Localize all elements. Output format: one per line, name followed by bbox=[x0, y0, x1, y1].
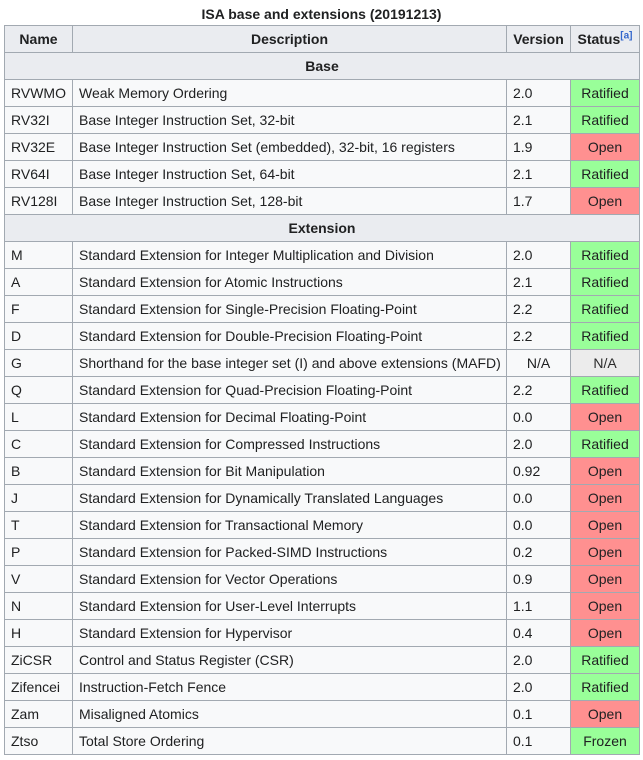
cell-description: Standard Extension for Single-Precision Floating-Point bbox=[73, 296, 507, 323]
cell-version: 2.2 bbox=[507, 296, 571, 323]
cell-name: RV32E bbox=[5, 134, 73, 161]
cell-description: Misaligned Atomics bbox=[73, 701, 507, 728]
table-row bbox=[5, 107, 640, 134]
cell-version: 2.2 bbox=[507, 323, 571, 350]
cell-description: Standard Extension for Quad-Precision Floating-Point bbox=[73, 377, 507, 404]
cell-description: Instruction-Fetch Fence bbox=[73, 674, 507, 701]
table-row bbox=[5, 269, 640, 296]
cell-version: 0.9 bbox=[507, 566, 571, 593]
cell-description: Standard Extension for Bit Manipulation bbox=[73, 458, 507, 485]
cell-status: Open bbox=[571, 620, 640, 647]
cell-version: 2.2 bbox=[507, 377, 571, 404]
table-row bbox=[5, 431, 640, 458]
cell-name: C bbox=[5, 431, 73, 458]
table-row bbox=[5, 674, 640, 701]
cell-status: Ratified bbox=[571, 296, 640, 323]
header-status bbox=[571, 26, 640, 53]
cell-name: G bbox=[5, 350, 73, 377]
cell-name: Zifencei bbox=[5, 674, 73, 701]
cell-version: 1.1 bbox=[507, 593, 571, 620]
table-row bbox=[5, 566, 640, 593]
cell-description: Base Integer Instruction Set, 128-bit bbox=[73, 188, 507, 215]
cell-status: Open bbox=[571, 593, 640, 620]
table-row bbox=[5, 404, 640, 431]
table-row bbox=[5, 377, 640, 404]
cell-status: Open bbox=[571, 404, 640, 431]
cell-description: Shorthand for the base integer set (I) and above extensions (MAFD) bbox=[73, 350, 507, 377]
cell-version: 0.4 bbox=[507, 620, 571, 647]
cell-description: Base Integer Instruction Set (embedded), 32-bit, 16 registers bbox=[73, 134, 507, 161]
cell-version: 0.92 bbox=[507, 458, 571, 485]
cell-description: Standard Extension for Dynamically Translated Languages bbox=[73, 485, 507, 512]
cell-description: Base Integer Instruction Set, 64-bit bbox=[73, 161, 507, 188]
cell-version: 1.9 bbox=[507, 134, 571, 161]
cell-name: Zam bbox=[5, 701, 73, 728]
cell-version: 2.0 bbox=[507, 80, 571, 107]
cell-description: Weak Memory Ordering bbox=[73, 80, 507, 107]
cell-status: Frozen bbox=[571, 728, 640, 755]
cell-description: Standard Extension for Integer Multiplication and Division bbox=[73, 242, 507, 269]
cell-version: 0.0 bbox=[507, 404, 571, 431]
cell-name: H bbox=[5, 620, 73, 647]
cell-name: B bbox=[5, 458, 73, 485]
group-label: Extension bbox=[5, 215, 640, 242]
cell-description: Standard Extension for Hypervisor bbox=[73, 620, 507, 647]
group-row bbox=[5, 215, 640, 242]
cell-description: Standard Extension for Decimal Floating-Point bbox=[73, 404, 507, 431]
cell-description: Standard Extension for Atomic Instructions bbox=[73, 269, 507, 296]
table-row bbox=[5, 647, 640, 674]
cell-status: Open bbox=[571, 539, 640, 566]
cell-status: Ratified bbox=[571, 242, 640, 269]
cell-version: 2.0 bbox=[507, 647, 571, 674]
table-row bbox=[5, 350, 640, 377]
status-footnote-link[interactable]: [a] bbox=[620, 30, 633, 42]
cell-version: 0.0 bbox=[507, 512, 571, 539]
cell-description: Standard Extension for User-Level Interrupts bbox=[73, 593, 507, 620]
cell-version: N/A bbox=[507, 350, 571, 377]
table-row bbox=[5, 134, 640, 161]
cell-status: N/A bbox=[571, 350, 640, 377]
table-caption: ISA base and extensions (20191213) bbox=[201, 6, 442, 22]
cell-version: 2.0 bbox=[507, 242, 571, 269]
cell-status: Ratified bbox=[571, 431, 640, 458]
cell-description: Standard Extension for Packed-SIMD Instructions bbox=[73, 539, 507, 566]
cell-version: 2.0 bbox=[507, 431, 571, 458]
group-label: Base bbox=[5, 53, 640, 80]
cell-version: 2.0 bbox=[507, 674, 571, 701]
cell-version: 1.7 bbox=[507, 188, 571, 215]
cell-status: Open bbox=[571, 485, 640, 512]
cell-name: D bbox=[5, 323, 73, 350]
cell-description: Standard Extension for Compressed Instructions bbox=[73, 431, 507, 458]
cell-status: Ratified bbox=[571, 674, 640, 701]
table-row bbox=[5, 593, 640, 620]
cell-name: RV64I bbox=[5, 161, 73, 188]
cell-version: 2.1 bbox=[507, 269, 571, 296]
cell-name: RVWMO bbox=[5, 80, 73, 107]
cell-description: Total Store Ordering bbox=[73, 728, 507, 755]
cell-name: ZiCSR bbox=[5, 647, 73, 674]
table-row bbox=[5, 701, 640, 728]
table-row bbox=[5, 458, 640, 485]
cell-name: Q bbox=[5, 377, 73, 404]
cell-status: Open bbox=[571, 134, 640, 161]
table-row bbox=[5, 188, 640, 215]
cell-status: Open bbox=[571, 566, 640, 593]
cell-version: 2.1 bbox=[507, 161, 571, 188]
cell-version: 0.0 bbox=[507, 485, 571, 512]
cell-name: Ztso bbox=[5, 728, 73, 755]
cell-version: 2.1 bbox=[507, 107, 571, 134]
table-row bbox=[5, 485, 640, 512]
group-row bbox=[5, 53, 640, 80]
cell-status: Ratified bbox=[571, 107, 640, 134]
cell-status: Ratified bbox=[571, 80, 640, 107]
isa-table bbox=[4, 25, 640, 755]
table-row bbox=[5, 512, 640, 539]
cell-name: L bbox=[5, 404, 73, 431]
cell-status: Open bbox=[571, 458, 640, 485]
cell-status: Ratified bbox=[571, 647, 640, 674]
cell-name: J bbox=[5, 485, 73, 512]
cell-description: Standard Extension for Vector Operations bbox=[73, 566, 507, 593]
cell-name: F bbox=[5, 296, 73, 323]
cell-name: T bbox=[5, 512, 73, 539]
table-row bbox=[5, 620, 640, 647]
table-row bbox=[5, 323, 640, 350]
cell-status: Open bbox=[571, 701, 640, 728]
cell-description: Standard Extension for Transactional Memory bbox=[73, 512, 507, 539]
cell-status: Open bbox=[571, 512, 640, 539]
table-row bbox=[5, 80, 640, 107]
table-row bbox=[5, 296, 640, 323]
cell-version: 0.1 bbox=[507, 701, 571, 728]
cell-version: 0.2 bbox=[507, 539, 571, 566]
table-row bbox=[5, 728, 640, 755]
cell-name: RV32I bbox=[5, 107, 73, 134]
cell-name: RV128I bbox=[5, 188, 73, 215]
cell-version: 0.1 bbox=[507, 728, 571, 755]
header-version: Version bbox=[507, 26, 571, 53]
table-body bbox=[5, 53, 640, 755]
cell-name: A bbox=[5, 269, 73, 296]
cell-status: Open bbox=[571, 188, 640, 215]
cell-name: V bbox=[5, 566, 73, 593]
header-description: Description bbox=[73, 26, 507, 53]
table-row bbox=[5, 242, 640, 269]
table-row bbox=[5, 539, 640, 566]
cell-name: N bbox=[5, 593, 73, 620]
cell-description: Control and Status Register (CSR) bbox=[73, 647, 507, 674]
cell-description: Standard Extension for Double-Precision Floating-Point bbox=[73, 323, 507, 350]
cell-status: Ratified bbox=[571, 161, 640, 188]
cell-description: Base Integer Instruction Set, 32-bit bbox=[73, 107, 507, 134]
header-name: Name bbox=[5, 26, 73, 53]
header-row bbox=[5, 26, 640, 53]
cell-status: Ratified bbox=[571, 377, 640, 404]
cell-name: M bbox=[5, 242, 73, 269]
cell-name: P bbox=[5, 539, 73, 566]
header-status-label: Status bbox=[577, 31, 621, 47]
table-row bbox=[5, 161, 640, 188]
cell-status: Ratified bbox=[571, 269, 640, 296]
cell-status: Ratified bbox=[571, 323, 640, 350]
